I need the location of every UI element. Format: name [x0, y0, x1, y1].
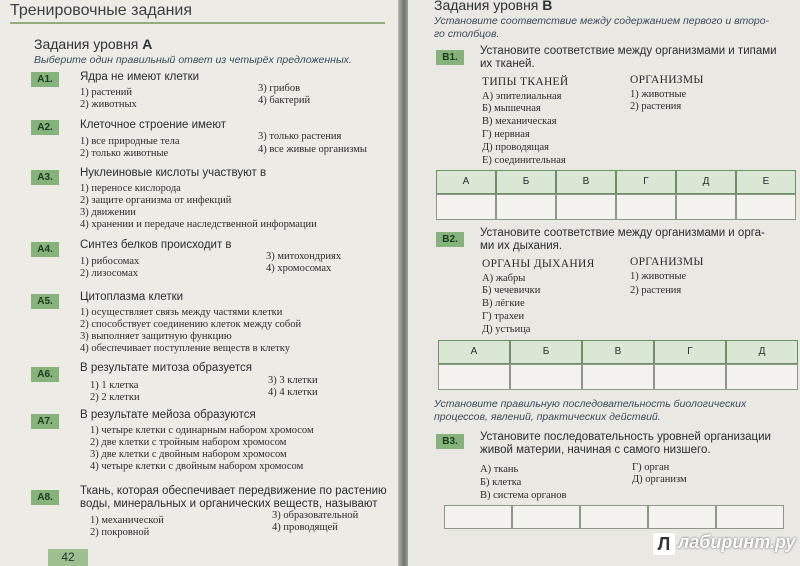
option-4[interactable]: 4) все живые организмы — [258, 144, 367, 155]
option-1[interactable]: 1) рибосомах — [80, 256, 140, 267]
b1-tissue-c: В) механическая — [482, 116, 557, 127]
option-4[interactable]: 4) обеспечивает поступление веществ в клетку — [80, 343, 290, 354]
answer-cell[interactable] — [436, 194, 496, 220]
option-1[interactable]: 1) 1 клетка — [90, 380, 139, 391]
question-number: А5. — [31, 294, 59, 309]
b2-organ-c: В) лёгкие — [482, 298, 525, 309]
b1-col1-header: ТИПЫ ТКАНЕЙ — [482, 76, 569, 88]
question-number: А8. — [31, 490, 59, 505]
question-text-line2: воды, минеральных и органических веществ, называют — [80, 498, 378, 510]
option-2[interactable]: 2) 2 клетки — [90, 392, 140, 403]
answer-col-label: Б — [510, 340, 582, 364]
question-number: В1. — [436, 50, 464, 65]
b3-option-b: Б) клетка — [480, 477, 522, 488]
section-title: Тренировочные задания — [10, 2, 193, 19]
level-b-title-prefix: Задания уровня — [434, 0, 539, 13]
b1-tissue-e: Д) проводящая — [482, 142, 549, 153]
question-number: А2. — [31, 120, 59, 135]
answer-col-label: Е — [736, 170, 796, 194]
answer-cell[interactable] — [726, 364, 798, 390]
b1-organism-1: 1) животные — [630, 89, 687, 100]
sequence-instruction-line1: Установите правильную последовательность биологических — [434, 398, 747, 410]
option-1[interactable]: 1) растений — [80, 87, 133, 98]
option-2[interactable]: 2) защите организма от инфекций — [80, 195, 232, 206]
question-text: Ткань, которая обеспечивает передвижение по растению — [80, 485, 387, 497]
question-text-line2: ми их дыхания. — [480, 240, 563, 252]
answer-col-label: Б — [496, 170, 556, 194]
answer-cell[interactable] — [582, 364, 654, 390]
question-number: А7. — [31, 414, 59, 429]
answer-cell[interactable] — [444, 505, 512, 529]
question-number: В2. — [436, 232, 464, 247]
answer-col-label: Д — [726, 340, 798, 364]
watermark-logo-icon: Л — [653, 533, 675, 555]
answer-col-label: Г — [654, 340, 726, 364]
b2-answer-header-row — [438, 340, 798, 364]
level-a-title-prefix: Задания уровня — [34, 36, 139, 52]
b3-option-e: Д) организм — [632, 474, 687, 485]
option-4[interactable]: 4) хромосомах — [266, 263, 332, 274]
answer-cell[interactable] — [654, 364, 726, 390]
b1-tissue-f: Е) соединительная — [482, 155, 566, 166]
option-2[interactable]: 2) две клетки с тройным набором хромосом — [90, 437, 287, 448]
answer-col-label: Г — [616, 170, 676, 194]
b1-tissue-a: А) эпителиальная — [482, 91, 562, 102]
option-4[interactable]: 4) 4 клетки — [268, 387, 318, 398]
question-text: Нуклеиновые кислоты участвуют в — [80, 167, 267, 179]
b2-col1-header: ОРГАНЫ ДЫХАНИЯ — [482, 258, 595, 270]
b1-col2-header: ОРГАНИЗМЫ — [630, 74, 704, 86]
b2-organ-b: Б) чечевички — [482, 285, 541, 296]
answer-cell[interactable] — [736, 194, 796, 220]
option-3[interactable]: 3) митохондриях — [266, 251, 342, 262]
b3-option-d: Г) орган — [632, 462, 670, 473]
answer-cell[interactable] — [512, 505, 580, 529]
level-a-letter: А — [142, 36, 153, 52]
title-divider — [10, 22, 385, 24]
answer-cell[interactable] — [510, 364, 582, 390]
answer-col-label: В — [582, 340, 654, 364]
page-number: 42 — [48, 549, 88, 566]
answer-cell[interactable] — [496, 194, 556, 220]
right-page — [408, 0, 800, 566]
option-3[interactable]: 3) только растения — [258, 131, 342, 142]
option-2[interactable]: 2) покровной — [90, 527, 150, 538]
b2-answer-input-row — [438, 364, 798, 390]
b3-option-a: А) ткань — [480, 464, 519, 475]
b1-answer-input-row — [436, 194, 796, 220]
option-1[interactable]: 1) механической — [90, 515, 164, 526]
level-b-instruction-line2: го столбцов. — [434, 28, 500, 40]
b1-tissue-b: Б) мышечная — [482, 103, 541, 114]
b1-organism-2: 2) растения — [630, 101, 682, 112]
b2-organ-d: Г) трахеи — [482, 311, 525, 322]
option-1[interactable]: 1) осуществляет связь между частями клетки — [80, 307, 283, 318]
question-text: В результате мейоза образуются — [80, 409, 256, 421]
b2-col2-header: ОРГАНИЗМЫ — [630, 256, 704, 268]
answer-cell[interactable] — [556, 194, 616, 220]
option-1[interactable]: 1) все природные тела — [80, 136, 180, 147]
option-4[interactable]: 4) проводящей — [272, 522, 338, 533]
question-text: Синтез белков происходит в — [80, 239, 232, 251]
option-2[interactable]: 2) только животные — [80, 148, 169, 159]
b2-organ-e: Д) устьица — [482, 324, 531, 335]
level-b-letter: В — [542, 0, 553, 13]
option-3[interactable]: 3) грибов — [258, 83, 301, 94]
b2-organism-2: 2) растения — [630, 285, 682, 296]
answer-cell[interactable] — [616, 194, 676, 220]
answer-cell[interactable] — [580, 505, 648, 529]
option-1[interactable]: 1) переносе кислорода — [80, 183, 181, 194]
question-number: А1. — [31, 72, 59, 87]
question-number: А3. — [31, 170, 59, 185]
option-2[interactable]: 2) животных — [80, 99, 137, 110]
question-text: Цитоплазма клетки — [80, 291, 184, 303]
question-text: Установите соответствие между организмами и орга- — [480, 227, 765, 239]
option-2[interactable]: 2) лизосомах — [80, 268, 139, 279]
option-3[interactable]: 3) две клетки с двойным набором хромосом — [90, 449, 287, 460]
level-a-title — [34, 36, 152, 52]
answer-col-label: Д — [676, 170, 736, 194]
b2-organ-a: А) жабры — [482, 273, 526, 284]
question-text-line2: живой материи, начиная с самого низшего. — [480, 444, 711, 456]
option-3[interactable]: 3) образовательной — [272, 510, 359, 521]
option-2[interactable]: 2) способствует соединению клеток между собой — [80, 319, 302, 330]
b1-answer-header-row — [436, 170, 796, 194]
option-1[interactable]: 1) четыре клетки с одинарным набором хромосом — [90, 425, 314, 436]
b2-organism-1: 1) животные — [630, 271, 687, 282]
question-text: В результате митоза образуется — [80, 362, 252, 374]
answer-cell[interactable] — [648, 505, 716, 529]
watermark-text: лабиринт.ру — [678, 532, 796, 552]
option-4[interactable]: 4) четыре клетки с двойным набором хромосом — [90, 461, 304, 472]
question-text-line2: их тканей. — [480, 58, 535, 70]
b3-answer-input-row — [444, 505, 784, 529]
level-b-instruction-line1: Установите соответствие между содержанием первого и второ- — [434, 15, 770, 27]
option-4[interactable]: 4) бактерий — [258, 95, 311, 106]
level-b-title — [434, 0, 552, 13]
option-3[interactable]: 3) движении — [80, 207, 136, 218]
question-number: А4. — [31, 242, 59, 257]
option-3[interactable]: 3) выполняет защитную функцию — [80, 331, 232, 342]
option-4[interactable]: 4) хранении и передаче наследственной информации — [80, 219, 317, 230]
sequence-instruction-line2: процессов, явлений, практических действий. — [434, 411, 661, 423]
answer-col-label: В — [556, 170, 616, 194]
question-text: Клеточное строение имеют — [80, 119, 226, 131]
answer-cell[interactable] — [438, 364, 510, 390]
answer-cell[interactable] — [676, 194, 736, 220]
question-number: А6. — [31, 367, 59, 382]
question-text: Ядра не имеют клетки — [80, 71, 200, 83]
b3-option-c: В) система органов — [480, 490, 567, 501]
level-a-instruction: Выберите один правильный ответ из четырёх предложенных. — [34, 54, 352, 66]
b1-tissue-d: Г) нервная — [482, 129, 530, 140]
option-3[interactable]: 3) 3 клетки — [268, 375, 318, 386]
question-text: Установите соответствие между организмами и типами — [480, 45, 777, 57]
question-text: Установите последовательность уровней организации — [480, 431, 771, 443]
answer-col-label: А — [438, 340, 510, 364]
answer-col-label: А — [436, 170, 496, 194]
question-number: В3. — [436, 434, 464, 449]
answer-cell[interactable] — [716, 505, 784, 529]
